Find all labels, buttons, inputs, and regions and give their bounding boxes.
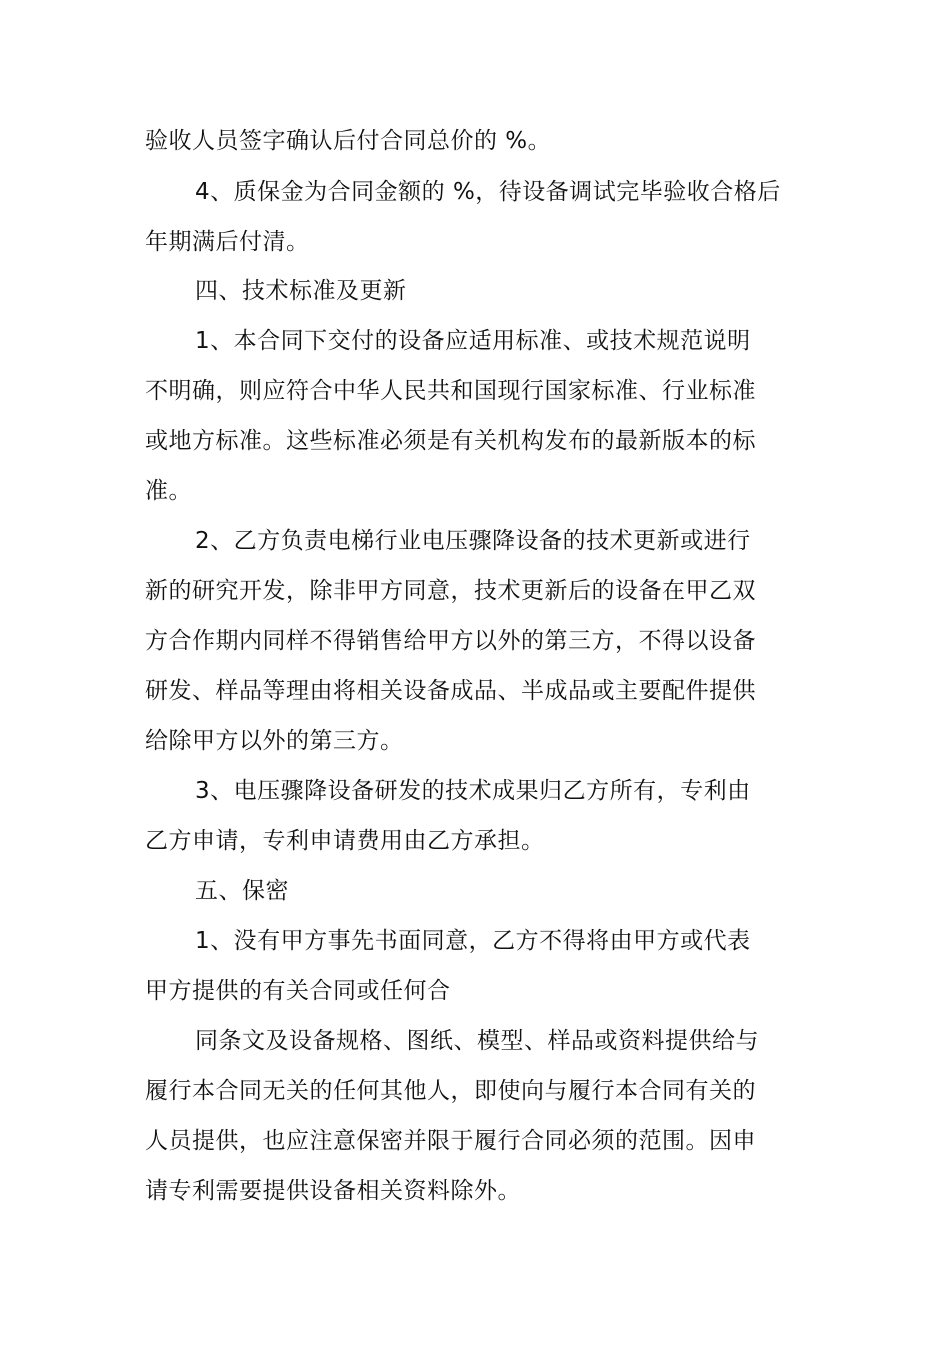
text-line-8: 准。 (145, 478, 192, 504)
text-line-2: 4、质保金为合同金额的 %，待设备调试完毕验收合格后 (195, 179, 781, 205)
text-line-6: 不明确，则应符合中华人民共和国现行国家标准、行业标准 (145, 378, 756, 404)
text-line-3: 年期满后付清。 (145, 229, 310, 255)
text-line-15: 乙方申请，专利申请费用由乙方承担。 (145, 828, 545, 854)
text-line-1: 验收人员签字确认后付合同总价的 %。 (145, 128, 552, 154)
text-line-13: 给除甲方以外的第三方。 (145, 728, 404, 754)
text-line-20: 履行本合同无关的任何其他人，即使向与履行本合同有关的 (145, 1078, 756, 1104)
text-line-14: 3、电压骤降设备研发的技术成果归乙方所有，专利由 (195, 778, 751, 804)
text-line-12: 研发、样品等理由将相关设备成品、半成品或主要配件提供 (145, 678, 756, 704)
text-line-19: 同条文及设备规格、图纸、模型、样品或资料提供给与 (195, 1028, 759, 1054)
section-heading-4: 四、技术标准及更新 (195, 278, 407, 304)
text-line-18: 甲方提供的有关合同或任何合 (145, 978, 451, 1004)
text-line-21: 人员提供，也应注意保密并限于履行合同必须的范围。因申 (145, 1128, 756, 1154)
text-line-9: 2、乙方负责电梯行业电压骤降设备的技术更新或进行 (195, 528, 751, 554)
text-line-11: 方合作期内同样不得销售给甲方以外的第三方，不得以设备 (145, 628, 756, 654)
text-line-22: 请专利需要提供设备相关资料除外。 (145, 1178, 521, 1204)
text-line-5: 1、本合同下交付的设备应适用标准、或技术规范说明 (195, 328, 751, 354)
section-heading-5: 五、保密 (195, 878, 289, 904)
text-line-7: 或地方标准。这些标准必须是有关机构发布的最新版本的标 (145, 428, 756, 454)
text-line-10: 新的研究开发，除非甲方同意，技术更新后的设备在甲乙双 (145, 578, 756, 604)
text-line-17: 1、没有甲方事先书面同意，乙方不得将由甲方或代表 (195, 928, 751, 954)
